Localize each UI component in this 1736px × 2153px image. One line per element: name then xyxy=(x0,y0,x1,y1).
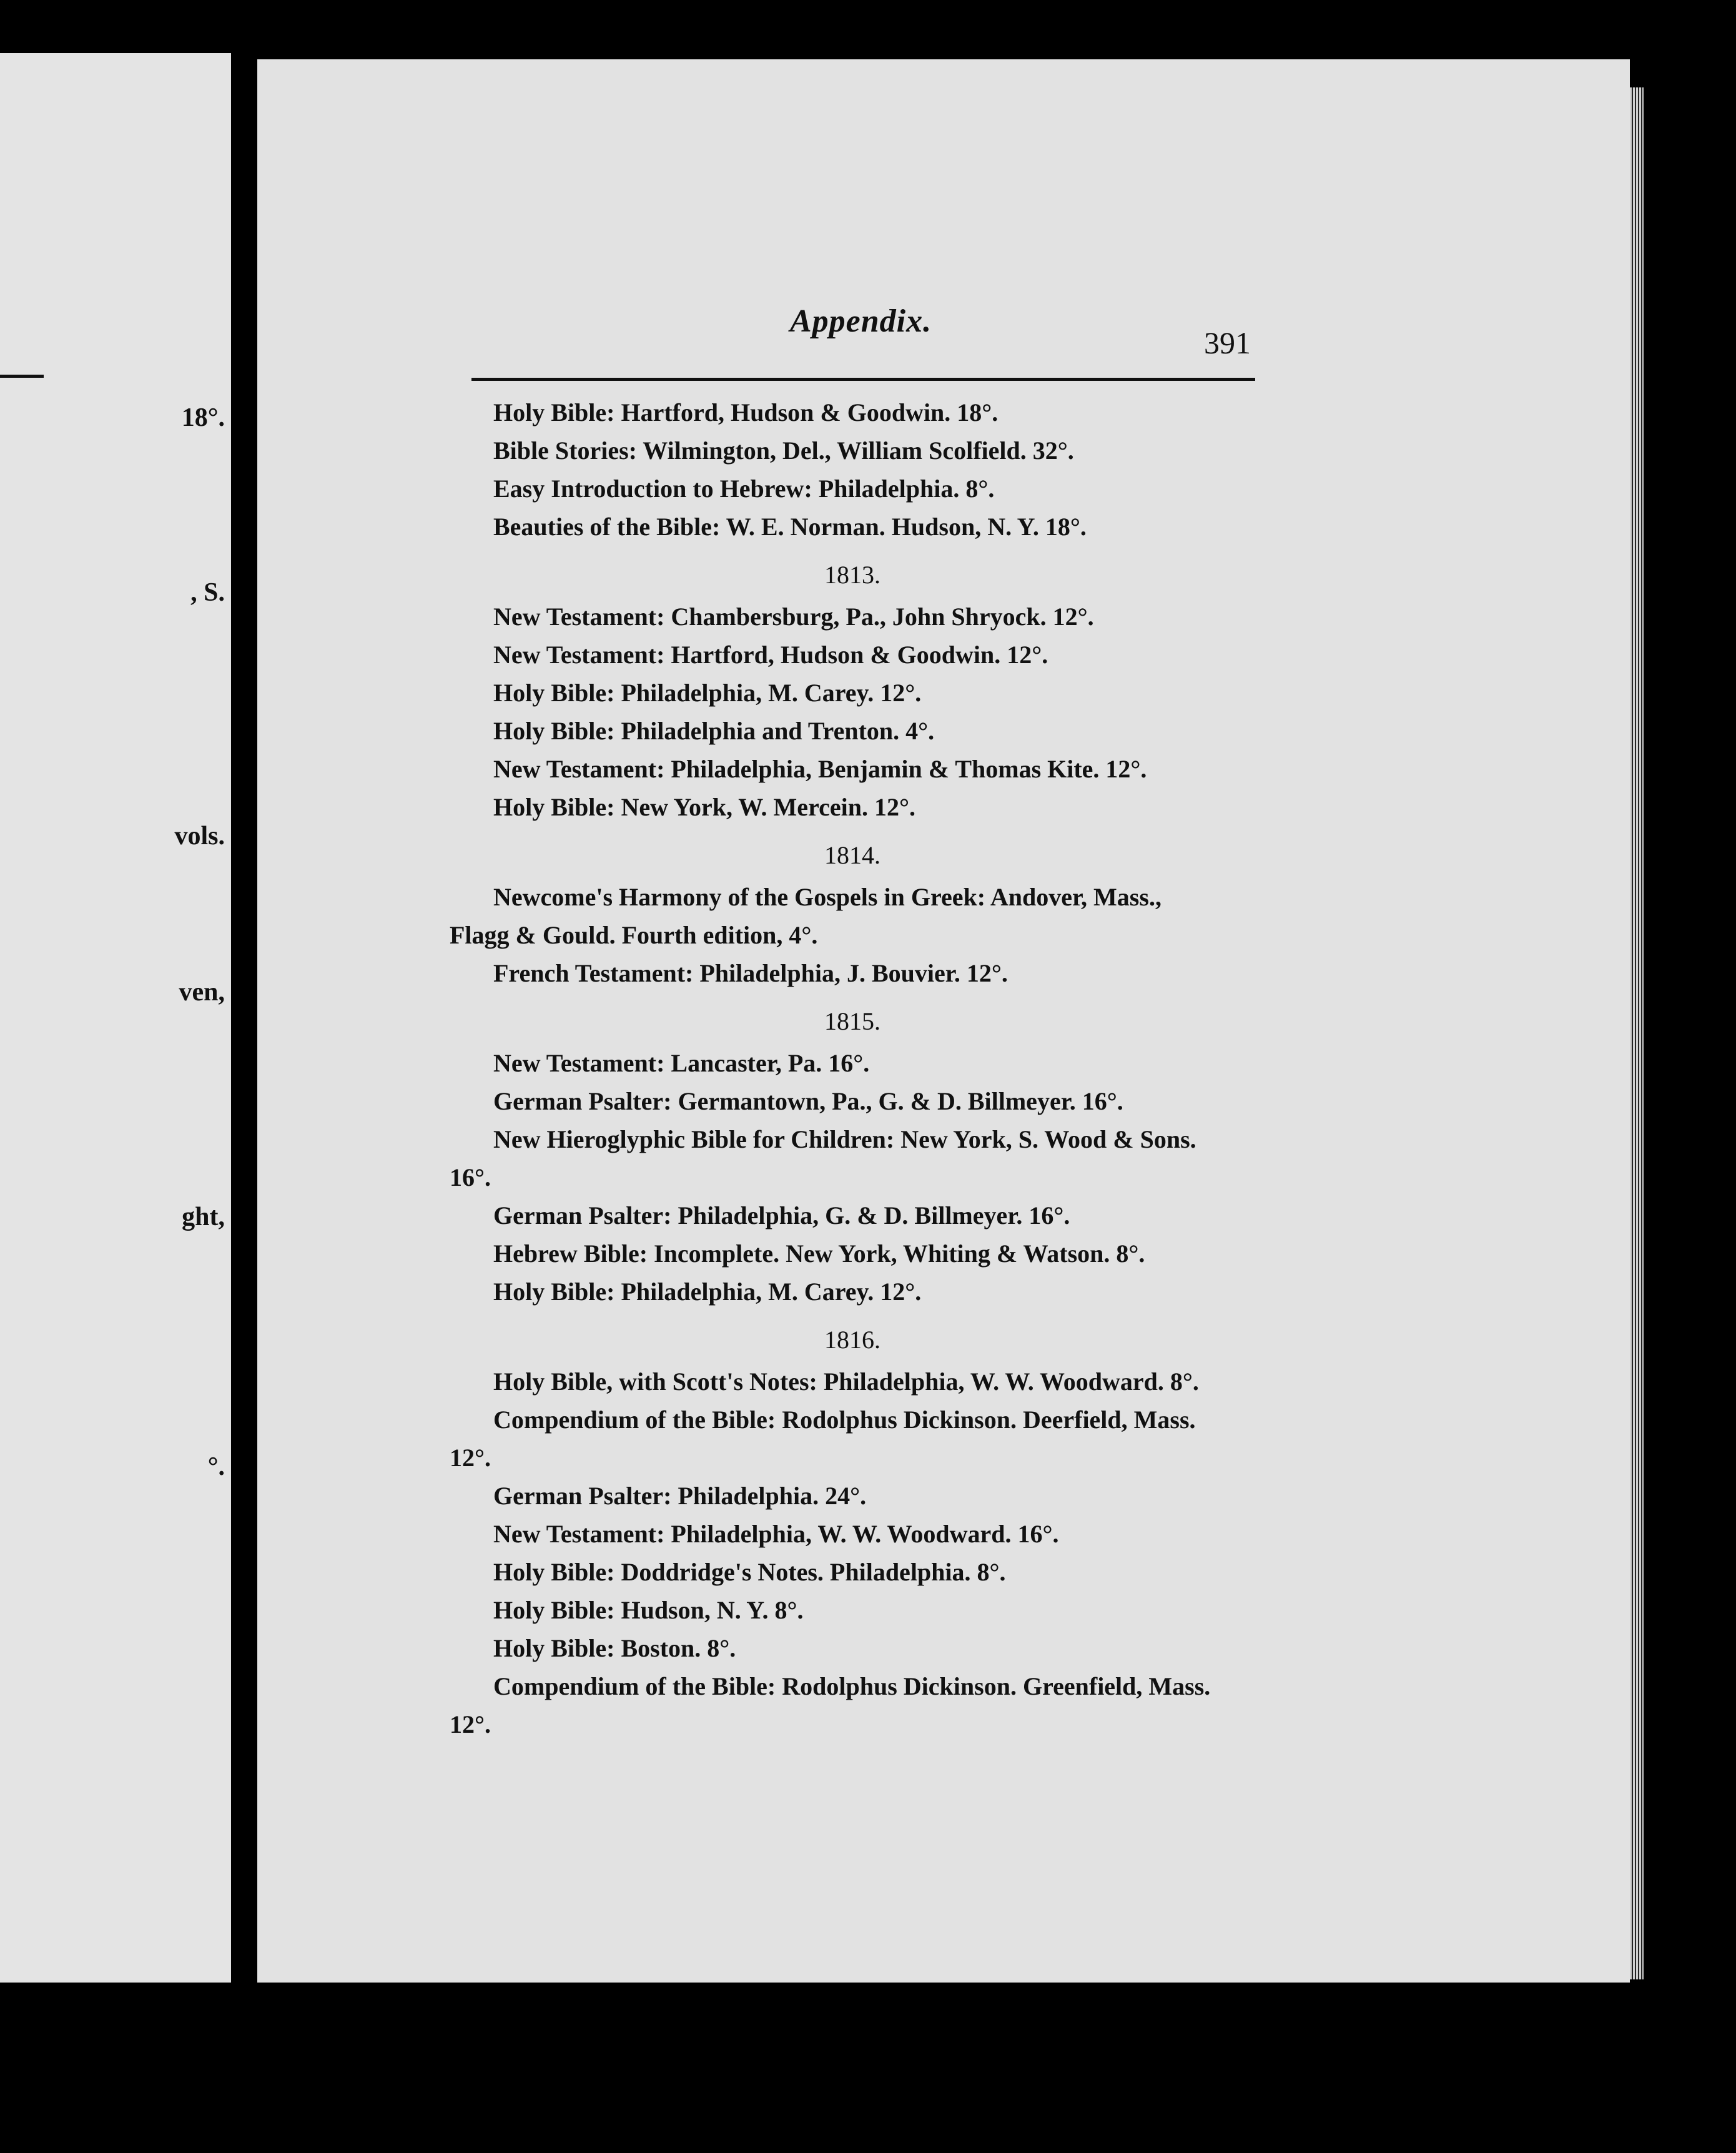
book-gutter xyxy=(231,53,257,1983)
bibliography-entry: New Hieroglyphic Bible for Children: New York, S. Wood & Sons. xyxy=(493,1125,1196,1153)
bibliography-entry: Newcome's Harmony of the Gospels in Greek: Andover, Mass., xyxy=(493,883,1161,911)
left-fragment: 18°. xyxy=(181,403,225,432)
bibliography-entry-continuation: 12°. xyxy=(450,1710,491,1738)
page-number: 391 xyxy=(1204,325,1251,360)
year-heading: 1816. xyxy=(824,1326,880,1354)
bibliography-entry: New Testament: Hartford, Hudson & Goodwin. 12°. xyxy=(493,641,1048,669)
bibliography-entry: Compendium of the Bible: Rodolphus Dickinson. Greenfield, Mass. xyxy=(493,1672,1211,1700)
bibliography-entry: Compendium of the Bible: Rodolphus Dickinson. Deerfield, Mass. xyxy=(493,1406,1196,1434)
left-fragment: °. xyxy=(207,1452,225,1481)
bibliography-entry: French Testament: Philadelphia, J. Bouvier. 12°. xyxy=(493,959,1008,987)
bibliography-entry: Bible Stories: Wilmington, Del., William Scolfield. 32°. xyxy=(493,436,1074,465)
bibliography-entry-continuation: 12°. xyxy=(450,1444,491,1472)
bibliography-entry: Hebrew Bible: Incomplete. New York, Whiting & Watson. 8°. xyxy=(493,1239,1145,1268)
page-edge xyxy=(1630,87,1644,1979)
bibliography-entry: Holy Bible: Philadelphia, M. Carey. 12°. xyxy=(493,1278,922,1306)
bibliography-list xyxy=(450,393,1255,1743)
bibliography-entry: German Psalter: Philadelphia. 24°. xyxy=(493,1482,867,1510)
bibliography-entry: New Testament: Lancaster, Pa. 16°. xyxy=(493,1049,870,1077)
running-head: Appendix. xyxy=(790,303,932,339)
left-fragment: ven, xyxy=(179,978,225,1007)
bibliography-entry: Holy Bible: Hartford, Hudson & Goodwin. 18°. xyxy=(493,398,999,426)
bibliography-entry: New Testament: Chambersburg, Pa., John Shryock. 12°. xyxy=(493,603,1094,631)
bibliography-entry: Holy Bible: Doddridge's Notes. Philadelphia. 8°. xyxy=(493,1558,1006,1586)
bibliography-entry: Holy Bible, with Scott's Notes: Philadelphia, W. W. Woodward. 8°. xyxy=(493,1367,1199,1396)
bibliography-entry: Holy Bible: Philadelphia, M. Carey. 12°. xyxy=(493,679,922,707)
bibliography-entry: Beauties of the Bible: W. E. Norman. Hudson, N. Y. 18°. xyxy=(493,513,1087,541)
bibliography-entry: Easy Introduction to Hebrew: Philadelphia. 8°. xyxy=(493,475,995,503)
year-heading: 1813. xyxy=(824,561,880,589)
left-page-edge xyxy=(0,53,231,1983)
header-rule xyxy=(471,378,1255,381)
left-page-rule xyxy=(0,375,44,378)
bibliography-entry-continuation: Flagg & Gould. Fourth edition, 4°. xyxy=(450,921,818,949)
bibliography-entry: Holy Bible: Philadelphia and Trenton. 4°. xyxy=(493,717,935,745)
bibliography-entry: Holy Bible: Boston. 8°. xyxy=(493,1634,736,1662)
year-heading: 1814. xyxy=(824,841,880,869)
bibliography-entry: Holy Bible: New York, W. Mercein. 12°. xyxy=(493,793,915,821)
left-fragment: ght, xyxy=(182,1203,225,1231)
bibliography-entry: German Psalter: Philadelphia, G. & D. Billmeyer. 16°. xyxy=(493,1201,1070,1229)
left-fragment: , S. xyxy=(190,578,225,607)
year-heading: 1815. xyxy=(824,1007,880,1035)
bibliography-entry: Holy Bible: Hudson, N. Y. 8°. xyxy=(493,1596,804,1624)
bibliography-entry: New Testament: Philadelphia, W. W. Woodward. 16°. xyxy=(493,1520,1059,1548)
left-fragment: vols. xyxy=(174,822,225,850)
bibliography-entry-continuation: 16°. xyxy=(450,1163,491,1191)
bibliography-entry: German Psalter: Germantown, Pa., G. & D. Billmeyer. 16°. xyxy=(493,1087,1123,1115)
bibliography-entry: New Testament: Philadelphia, Benjamin & Thomas Kite. 12°. xyxy=(493,755,1147,783)
